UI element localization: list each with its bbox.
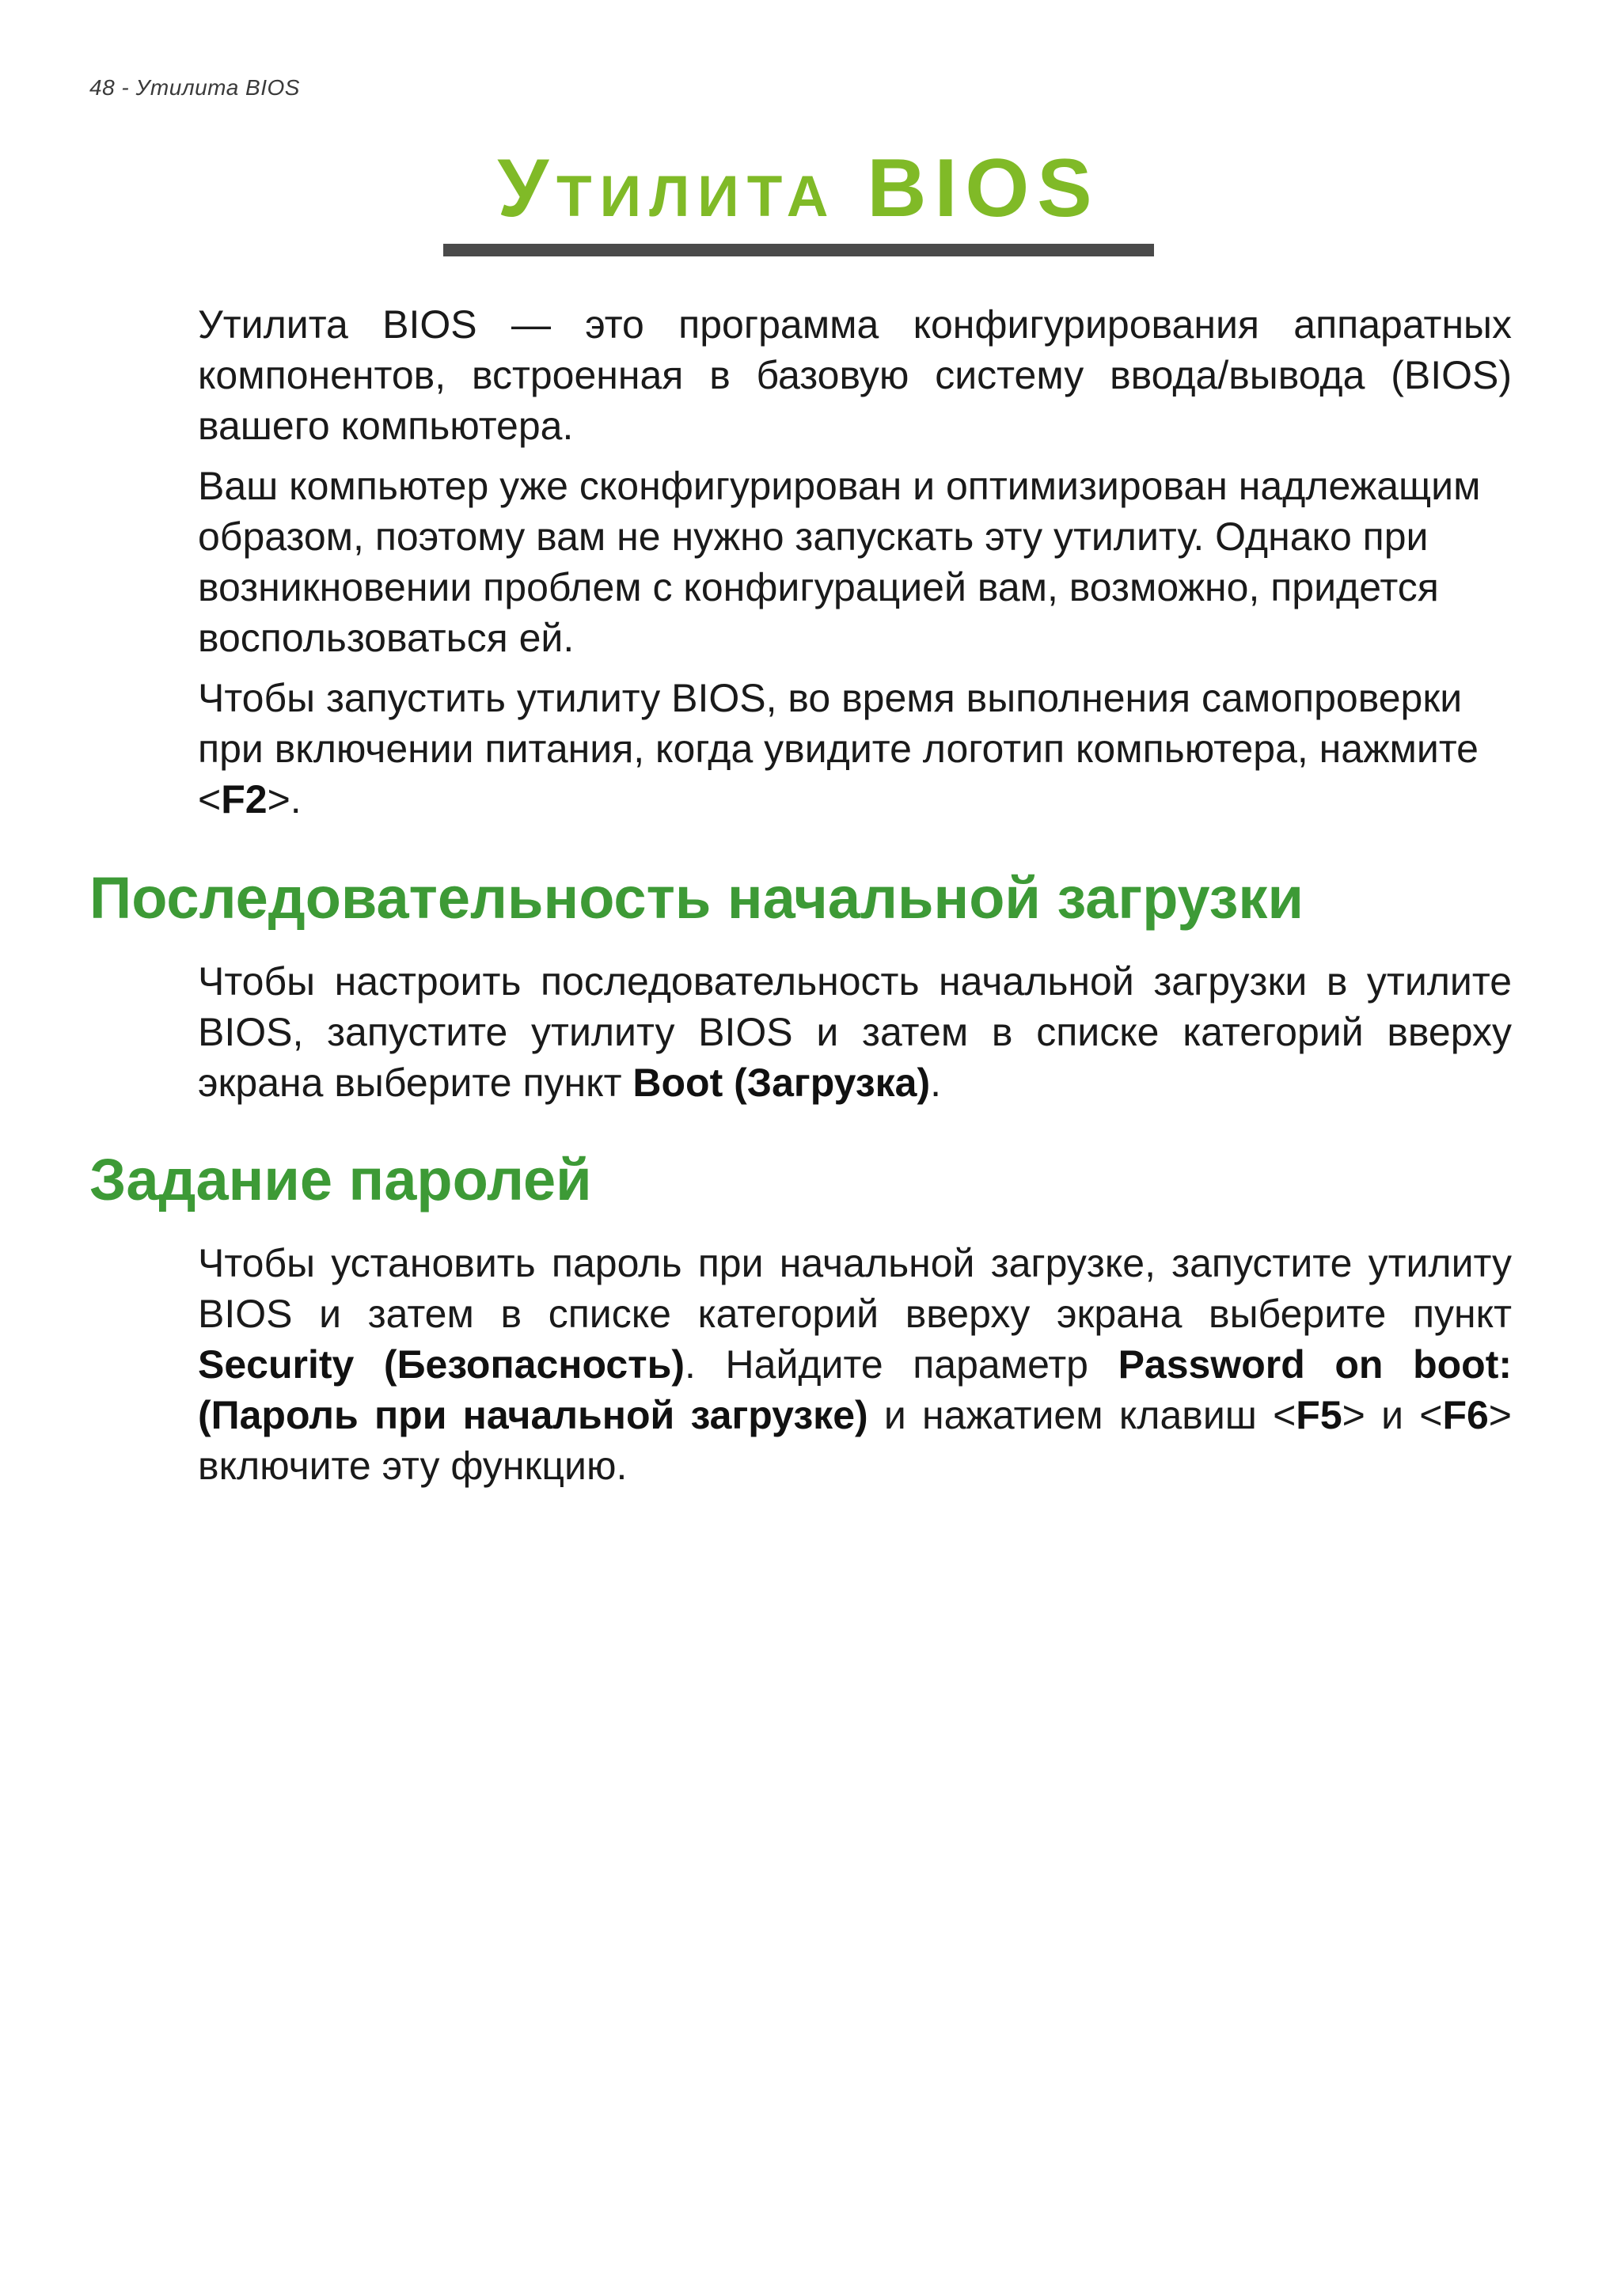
intro-paragraph-3 [198, 673, 1512, 825]
boot-menu-item: Boot (Загрузка) [632, 1061, 931, 1105]
key-f6: F6 [1442, 1393, 1489, 1437]
password-para-text-4: > и < [1342, 1393, 1443, 1437]
boot-para-end: . [930, 1061, 942, 1105]
intro-p3-text-before: Чтобы запустить утилиту BIOS, во время выполнения самопроверки при включении питания, когда увидите логотип компьютера, нажмите < [198, 676, 1479, 822]
passwords-paragraph [198, 1238, 1512, 1491]
password-para-text-5: > включите эту функцию. [198, 1393, 1512, 1488]
password-para-text-1: Чтобы установить пароль при начальной загрузке, запустите утилиту BIOS и затем в списке категорий вверху экрана выберите пункт [198, 1241, 1512, 1336]
section-heading-passwords: Задание паролей [89, 1147, 592, 1213]
intro-paragraph-2: Ваш компьютер уже сконфигурирован и оптимизирован надлежащим образом, поэтому вам не нужно запускать эту утилиту. Однако при возникновении проблем с конфигурацией вам, возможно, придется воспользоваться ей. [198, 464, 1481, 660]
password-on-boot-parameter: Password on boot: (Пароль при начальной загрузке) [198, 1342, 1512, 1437]
chapter-title: Утилита BIOS [497, 142, 1100, 234]
password-para-text-3: и нажатием клавиш < [867, 1393, 1296, 1437]
running-header: 48 - Утилита BIOS [89, 75, 300, 100]
boot-para-text: Чтобы настроить последовательность начальной загрузки в утилите BIOS, запустите утилиту BIOS и затем в списке категорий вверху экрана выберите пункт [198, 959, 1512, 1105]
chapter-title-block [443, 141, 1154, 236]
key-f5: F5 [1296, 1393, 1342, 1437]
intro-p3-text-after: >. [267, 777, 302, 822]
intro-paragraph-1: Утилита BIOS — это программа конфигурирования аппаратных компонентов, встроенная в базовую систему ввода/вывода (BIOS) вашего компьютера. [198, 302, 1512, 448]
section-heading-boot-sequence: Последовательность начальной загрузки [89, 865, 1304, 931]
boot-sequence-paragraph [198, 956, 1512, 1108]
key-f2: F2 [221, 777, 268, 822]
title-underline-rule [443, 244, 1154, 256]
security-menu-item: Security (Безопасность) [198, 1342, 685, 1387]
password-para-text-2: . Найдите параметр [685, 1342, 1118, 1387]
